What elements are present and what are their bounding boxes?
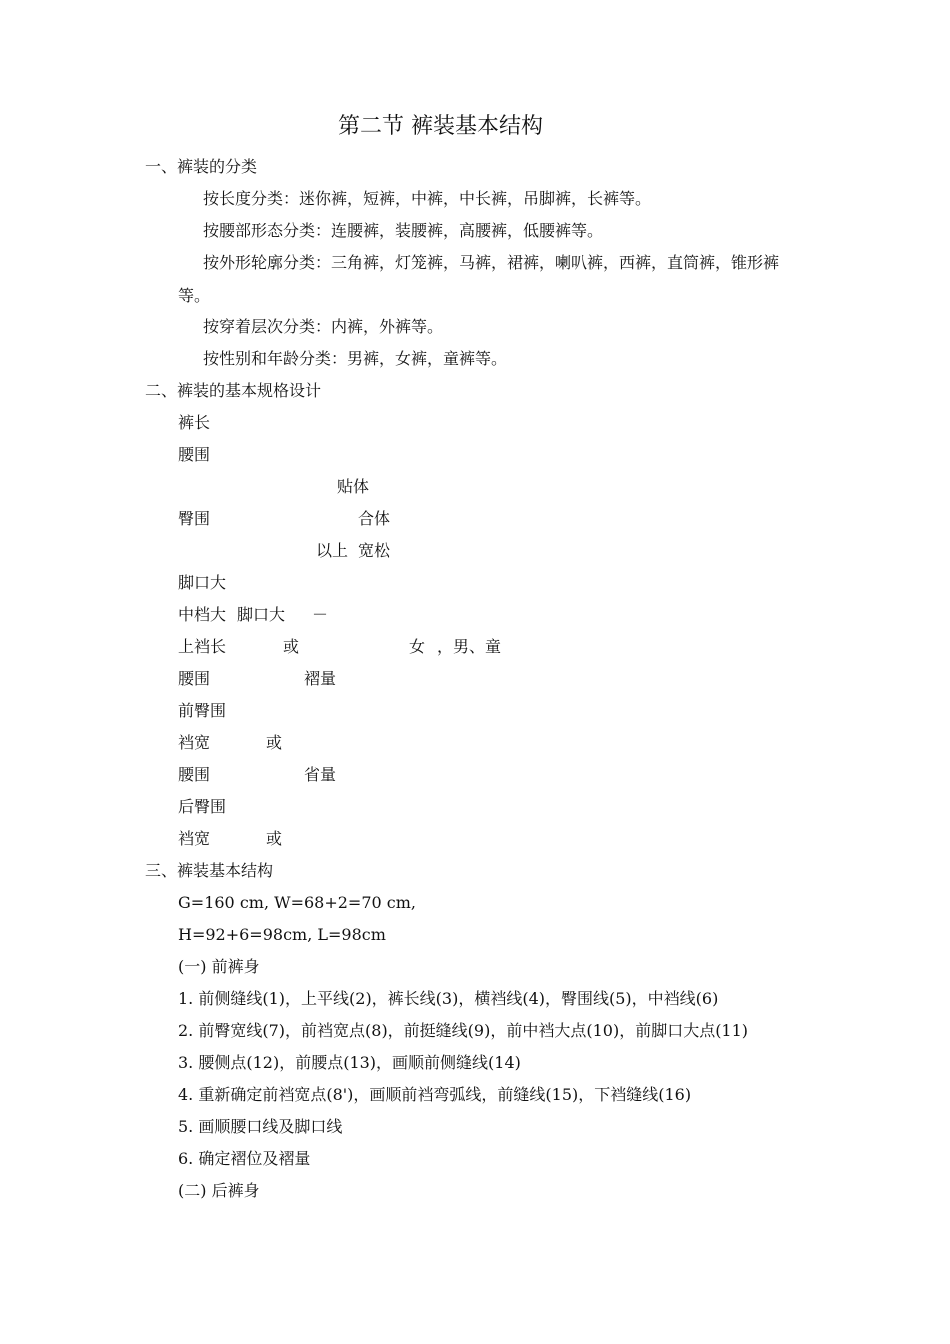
spec-operator: － [312, 605, 329, 624]
spec-fit-type: 合体 [358, 509, 391, 528]
spec-label: 脚口大 [178, 573, 227, 592]
classification-item: 按性别和年龄分类：男裤，女裤，童裤等。 [203, 349, 508, 368]
section-heading-structure: 三、裤装基本结构 [145, 861, 274, 880]
classification-item: 按外形轮廓分类：三角裤，灯笼裤，马裤，裙裤，喇叭裤，西裤，直筒裤，锥形裤 [203, 253, 780, 272]
spec-fit-type: 贴体 [337, 477, 370, 496]
spec-note: 或 [266, 733, 283, 752]
spec-label: 臀围 [178, 509, 211, 528]
drafting-step: 6. 确定褶位及褶量 [178, 1149, 311, 1168]
spec-label: 裆宽 [178, 733, 211, 752]
drafting-step: 4. 重新确定前裆宽点(8')，画顺前裆弯弧线，前缝线(15)，下裆缝线(16) [178, 1085, 692, 1104]
section-heading-specs: 二、裤装的基本规格设计 [145, 381, 322, 400]
spec-label: 裤长 [178, 413, 211, 432]
spec-label: 中档大 [178, 605, 227, 624]
subsection-heading-back: (二) 后裤身 [178, 1181, 260, 1200]
spec-label: 腰围 [178, 765, 211, 784]
spec-term: 褶量 [304, 669, 337, 688]
page-title: 第二节 裤装基本结构 [338, 114, 543, 139]
spec-label: 后臀围 [178, 797, 227, 816]
spec-label: 腰围 [178, 445, 211, 464]
spec-note: 或 [283, 637, 300, 656]
drafting-step: 2. 前臀宽线(7)，前裆宽点(8)，前挺缝线(9)，前中裆大点(10)，前脚口大点(11) [178, 1021, 749, 1040]
classification-item: 按穿着层次分类：内裤，外裤等。 [203, 317, 444, 336]
classification-item: 按长度分类：迷你裤，短裤，中裤，中长裤，吊脚裤，长裤等。 [203, 189, 652, 208]
spec-note: 女 [409, 637, 426, 656]
drafting-step: 5. 画顺腰口线及脚口线 [178, 1117, 343, 1136]
spec-fit-type: 宽松 [358, 541, 391, 560]
spec-label: 前臀围 [178, 701, 227, 720]
spec-note: ，男、童 [437, 637, 502, 656]
body-spec-line: G=160 cm, W=68+2=70 cm, [178, 893, 416, 912]
drafting-step: 1. 前侧缝线(1)，上平线(2)，裤长线(3)，横裆线(4)，臀围线(5)，中裆线(6) [178, 989, 719, 1008]
spec-label: 腰围 [178, 669, 211, 688]
spec-note: 以上 [316, 541, 349, 560]
spec-label: 裆宽 [178, 829, 211, 848]
spec-term: 省量 [304, 765, 337, 784]
spec-label: 上裆长 [178, 637, 227, 656]
classification-item-continuation: 等。 [178, 286, 211, 305]
spec-term: 脚口大 [237, 605, 286, 624]
section-heading-classification: 一、裤装的分类 [145, 157, 258, 176]
spec-note: 或 [266, 829, 283, 848]
subsection-heading-front: (一) 前裤身 [178, 957, 260, 976]
classification-item: 按腰部形态分类：连腰裤，装腰裤，高腰裤，低腰裤等。 [203, 221, 604, 240]
drafting-step: 3. 腰侧点(12)，前腰点(13)，画顺前侧缝线(14) [178, 1053, 521, 1072]
body-spec-line: H=92+6=98cm, L=98cm [178, 925, 386, 944]
